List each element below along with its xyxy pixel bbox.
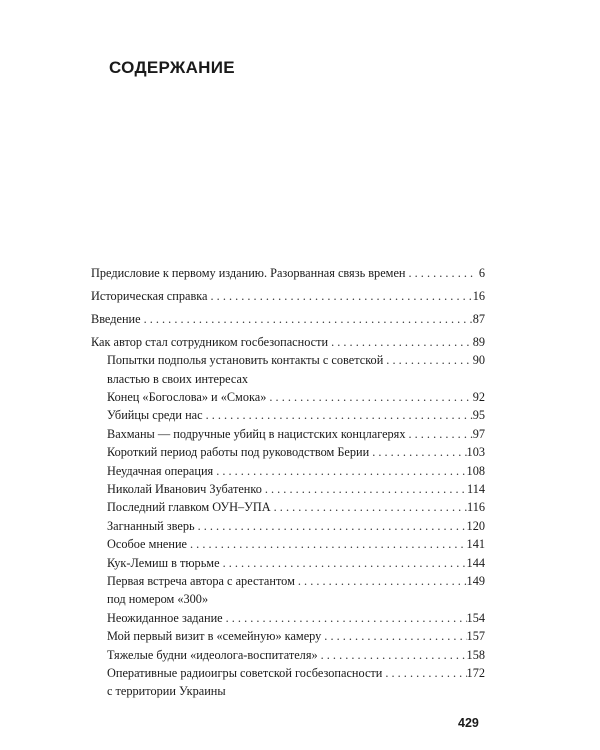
toc-entry-page: 172 <box>466 666 485 681</box>
toc-entry-page: 97 <box>472 426 485 441</box>
toc-entry-title: Короткий период работы под руководством Берии <box>107 445 370 460</box>
toc-entry-title: Николай Иванович Зубатенко <box>107 481 262 496</box>
toc-subentry <box>91 609 485 627</box>
toc-entry <box>91 333 485 351</box>
toc-subentry <box>91 517 485 535</box>
dot-leader <box>220 554 467 572</box>
toc-entry-title: Введение <box>91 311 141 326</box>
dot-leader <box>369 443 466 461</box>
toc-entry-title-line2: властью в своих интересах <box>107 371 249 386</box>
toc-subentry <box>91 627 485 645</box>
dot-leader <box>328 333 473 351</box>
toc-subentry <box>91 388 485 406</box>
toc-entry-page: 114 <box>467 481 485 496</box>
toc-entry-title-line1: Первая встреча автора с арестантом <box>107 574 295 588</box>
dot-leader <box>195 517 467 535</box>
toc-subentry <box>91 443 485 461</box>
toc-entry <box>91 310 485 328</box>
toc-entry-title <box>107 572 295 609</box>
toc-entry-title: Мой первый визит в «семейную» камеру <box>107 629 322 644</box>
toc-subentry <box>91 535 485 553</box>
toc-entry <box>91 264 485 282</box>
toc-entry-page: 116 <box>467 500 485 515</box>
toc-entry-page: 120 <box>466 518 485 533</box>
toc-entry-title: Как автор стал сотрудником госбезопасности <box>91 334 329 349</box>
toc-subentry <box>91 554 485 572</box>
toc-entry-title: Кук-Лемиш в тюрьме <box>107 555 220 570</box>
dot-leader <box>271 498 467 516</box>
toc-subentry <box>91 572 485 609</box>
toc-entry-page: 158 <box>466 647 485 662</box>
dot-leader <box>223 609 467 627</box>
toc-entry-page: 103 <box>466 445 485 460</box>
dot-leader <box>208 287 473 305</box>
dot-leader <box>318 646 467 664</box>
toc-entry-page: 154 <box>466 610 485 625</box>
toc-entry-page: 141 <box>466 537 485 552</box>
toc-entry-title: Вахманы — подручные убийц в нацистских концлагерях <box>107 426 406 441</box>
table-of-contents <box>91 264 485 701</box>
dot-leader <box>321 627 466 645</box>
dot-leader <box>187 535 467 553</box>
dot-leader <box>405 425 472 443</box>
page-title: СОДЕРЖАНИЕ <box>109 58 235 77</box>
toc-entry-page: 92 <box>472 389 485 404</box>
toc-entry-page: 149 <box>466 574 485 588</box>
toc-entry-title: Тяжелые будни «идеолога-воспитателя» <box>107 647 318 662</box>
toc-entry-page: 108 <box>466 463 485 478</box>
toc-entry-title: Неожиданное задание <box>107 610 223 625</box>
toc-entry-page: 87 <box>472 311 485 326</box>
toc-entry-title: Загнанный зверь <box>107 518 195 533</box>
toc-entry-page: 89 <box>472 334 485 349</box>
toc-entry-title: Предисловие к первому изданию. Разорванная связь времен <box>91 266 406 280</box>
toc-entry-title-line2: с территории Украины <box>107 684 226 699</box>
dot-leader <box>203 406 473 424</box>
toc-entry-page: 95 <box>472 408 485 423</box>
toc-subentry <box>91 646 485 664</box>
toc-subentry <box>91 498 485 516</box>
dot-leader <box>141 310 473 328</box>
toc-subentry <box>91 664 485 701</box>
toc-entry-title: Последний главком ОУН–УПА <box>107 500 271 515</box>
toc-entry-page: 144 <box>466 555 485 570</box>
toc-entry-title: Убийцы среди нас <box>107 408 203 423</box>
toc-entry-page: 6 <box>478 266 485 280</box>
dot-leader <box>383 351 472 369</box>
toc-subentry <box>91 462 485 480</box>
dot-leader <box>262 480 467 498</box>
toc-entry <box>91 287 485 305</box>
toc-entry-title-line2: под номером «300» <box>107 592 209 607</box>
dot-leader <box>382 664 466 682</box>
toc-entry-title: Конец «Богослова» и «Смока» <box>107 389 267 404</box>
toc-entry-title: Историческая справка <box>91 288 208 303</box>
page-number: 429 <box>458 716 479 730</box>
toc-entry-title <box>107 664 382 701</box>
dot-leader <box>266 388 472 406</box>
toc-entry-title-line1: Попытки подполья установить контакты с советской <box>107 353 384 368</box>
toc-subentry <box>91 480 485 498</box>
toc-entry-title: Особое мнение <box>107 537 188 552</box>
dot-leader <box>406 264 476 282</box>
dot-leader <box>213 462 466 480</box>
toc-entry-title <box>107 351 383 388</box>
toc-subentry <box>91 406 485 424</box>
toc-subentry <box>91 425 485 443</box>
dot-leader <box>295 572 467 590</box>
toc-entry-page: 90 <box>472 353 485 368</box>
toc-entry-page: 16 <box>472 288 485 303</box>
toc-entry-title-line1: Оперативные радиоигры советской госбезопасности <box>107 666 383 681</box>
toc-entry-page: 157 <box>466 629 485 644</box>
toc-subentry <box>91 351 485 388</box>
toc-entry-title: Неудачная операция <box>107 463 214 478</box>
